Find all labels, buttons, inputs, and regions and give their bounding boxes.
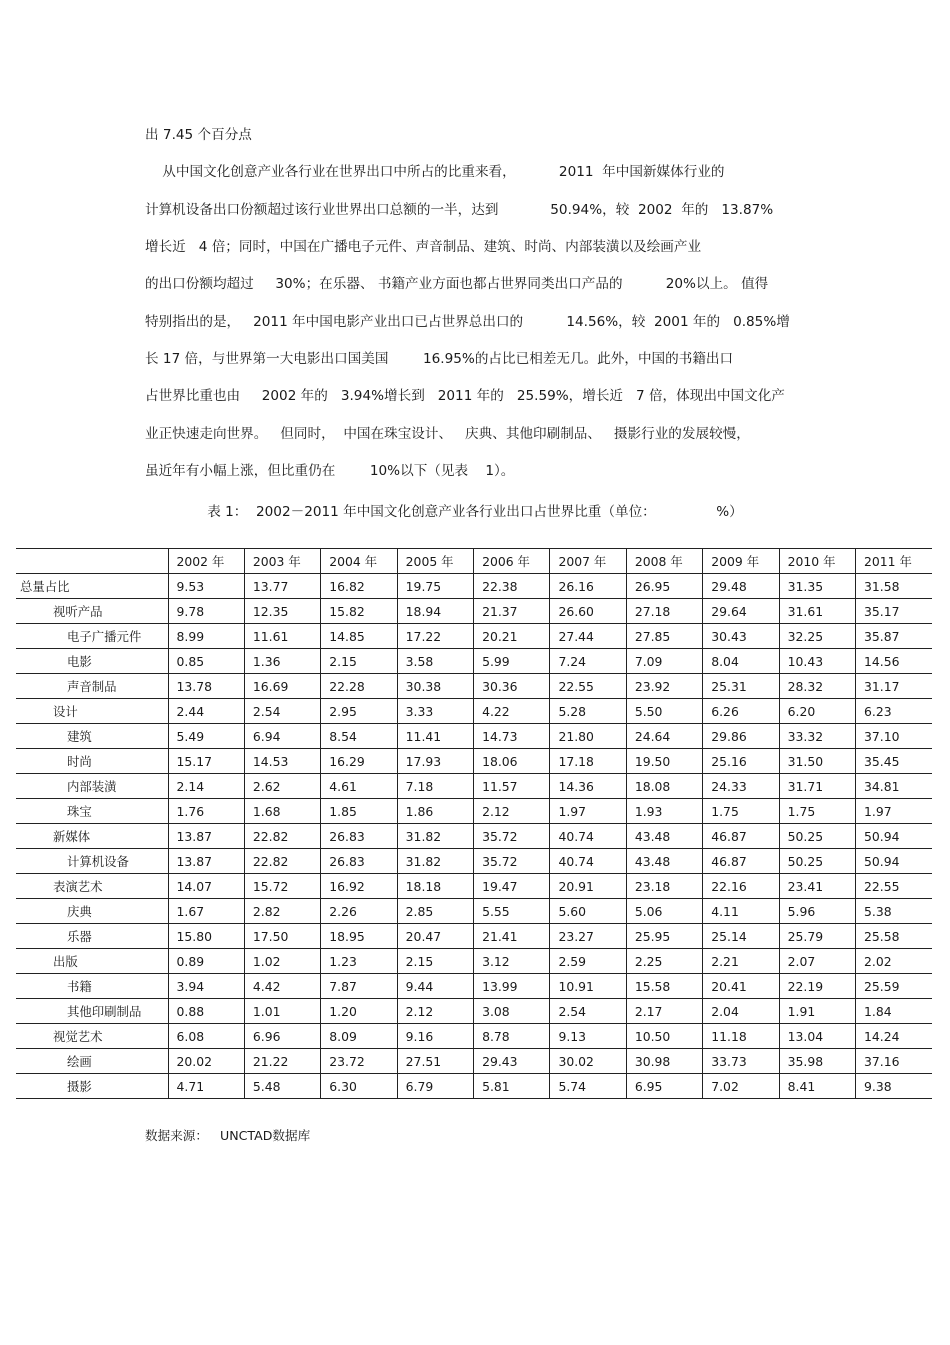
- value-cell: 14.24: [856, 1024, 932, 1049]
- value-cell: 18.06: [474, 749, 550, 774]
- value-cell: 7.87: [321, 974, 397, 999]
- value-cell: 29.86: [703, 724, 779, 749]
- value-cell: 2.12: [474, 799, 550, 824]
- value-cell: 5.81: [474, 1074, 550, 1099]
- value-cell: 21.37: [474, 599, 550, 624]
- value-cell: 19.50: [626, 749, 702, 774]
- table-caption: 表 1： 2002－2011 年中国文化创意产业各行业出口占世界比重（单位： %）: [207, 504, 743, 520]
- value-cell: 31.82: [397, 849, 473, 874]
- value-cell: 6.79: [397, 1074, 473, 1099]
- year-header-cell: 2007 年: [550, 549, 626, 574]
- value-cell: 17.22: [397, 624, 473, 649]
- value-cell: 5.38: [856, 899, 932, 924]
- year-header-cell: 2003 年: [244, 549, 320, 574]
- value-cell: 31.82: [397, 824, 473, 849]
- value-cell: 5.96: [779, 899, 855, 924]
- value-cell: 1.85: [321, 799, 397, 824]
- value-cell: 2.85: [397, 899, 473, 924]
- table-row: [16, 1049, 932, 1074]
- table-row: [16, 949, 932, 974]
- value-cell: 35.87: [856, 624, 932, 649]
- value-cell: 18.08: [626, 774, 702, 799]
- value-cell: 14.07: [168, 874, 244, 899]
- table-row: [16, 599, 932, 624]
- value-cell: 15.72: [244, 874, 320, 899]
- value-cell: 23.41: [779, 874, 855, 899]
- value-cell: 8.09: [321, 1024, 397, 1049]
- row-label-cell: 总量占比: [16, 574, 168, 599]
- table-row: [16, 874, 932, 899]
- value-cell: 18.18: [397, 874, 473, 899]
- value-cell: 3.33: [397, 699, 473, 724]
- header-corner-cell: [16, 549, 168, 574]
- table-row: [16, 699, 932, 724]
- value-cell: 13.77: [244, 574, 320, 599]
- value-cell: 35.98: [779, 1049, 855, 1074]
- table-header-row: [16, 549, 932, 574]
- value-cell: 10.43: [779, 649, 855, 674]
- value-cell: 8.41: [779, 1074, 855, 1099]
- value-cell: 2.12: [397, 999, 473, 1024]
- value-cell: 13.78: [168, 674, 244, 699]
- value-cell: 16.92: [321, 874, 397, 899]
- value-cell: 7.24: [550, 649, 626, 674]
- row-label-cell: 庆典: [16, 899, 168, 924]
- value-cell: 4.42: [244, 974, 320, 999]
- value-cell: 8.04: [703, 649, 779, 674]
- value-cell: 4.61: [321, 774, 397, 799]
- row-label-cell: 建筑: [16, 724, 168, 749]
- value-cell: 30.43: [703, 624, 779, 649]
- value-cell: 6.30: [321, 1074, 397, 1099]
- value-cell: 26.60: [550, 599, 626, 624]
- row-label-cell: 视听产品: [16, 599, 168, 624]
- table-row: [16, 999, 932, 1024]
- row-label-cell: 书籍: [16, 974, 168, 999]
- value-cell: 25.16: [703, 749, 779, 774]
- row-label-cell: 表演艺术: [16, 874, 168, 899]
- value-cell: 17.18: [550, 749, 626, 774]
- value-cell: 27.51: [397, 1049, 473, 1074]
- value-cell: 6.20: [779, 699, 855, 724]
- value-cell: 35.72: [474, 849, 550, 874]
- value-cell: 15.80: [168, 924, 244, 949]
- value-cell: 30.98: [626, 1049, 702, 1074]
- table-row: [16, 574, 932, 599]
- value-cell: 50.25: [779, 824, 855, 849]
- value-cell: 20.41: [703, 974, 779, 999]
- value-cell: 0.88: [168, 999, 244, 1024]
- row-label-cell: 设计: [16, 699, 168, 724]
- value-cell: 18.95: [321, 924, 397, 949]
- paragraph-line: 的出口份额均超过 30%；在乐器、 书籍产业方面也都占世界同类出口产品的 20%以上。 值得: [145, 276, 769, 292]
- value-cell: 16.29: [321, 749, 397, 774]
- value-cell: 8.78: [474, 1024, 550, 1049]
- value-cell: 26.83: [321, 849, 397, 874]
- value-cell: 15.17: [168, 749, 244, 774]
- value-cell: 26.95: [626, 574, 702, 599]
- value-cell: 15.82: [321, 599, 397, 624]
- value-cell: 20.21: [474, 624, 550, 649]
- table-row: [16, 799, 932, 824]
- value-cell: 2.25: [626, 949, 702, 974]
- value-cell: 1.97: [550, 799, 626, 824]
- value-cell: 2.14: [168, 774, 244, 799]
- value-cell: 2.54: [550, 999, 626, 1024]
- value-cell: 43.48: [626, 849, 702, 874]
- value-cell: 1.02: [244, 949, 320, 974]
- value-cell: 1.86: [397, 799, 473, 824]
- value-cell: 35.17: [856, 599, 932, 624]
- value-cell: 31.50: [779, 749, 855, 774]
- value-cell: 15.58: [626, 974, 702, 999]
- value-cell: 2.54: [244, 699, 320, 724]
- table-row: [16, 774, 932, 799]
- value-cell: 31.61: [779, 599, 855, 624]
- value-cell: 6.23: [856, 699, 932, 724]
- value-cell: 1.68: [244, 799, 320, 824]
- value-cell: 25.95: [626, 924, 702, 949]
- value-cell: 19.75: [397, 574, 473, 599]
- year-header-cell: 2005 年: [397, 549, 473, 574]
- value-cell: 11.57: [474, 774, 550, 799]
- value-cell: 12.35: [244, 599, 320, 624]
- year-header-cell: 2011 年: [856, 549, 932, 574]
- value-cell: 1.84: [856, 999, 932, 1024]
- value-cell: 22.82: [244, 849, 320, 874]
- value-cell: 4.71: [168, 1074, 244, 1099]
- value-cell: 20.02: [168, 1049, 244, 1074]
- value-cell: 33.32: [779, 724, 855, 749]
- row-label-cell: 出版: [16, 949, 168, 974]
- year-header-cell: 2004 年: [321, 549, 397, 574]
- value-cell: 2.15: [397, 949, 473, 974]
- table-row: [16, 824, 932, 849]
- year-header-cell: 2009 年: [703, 549, 779, 574]
- value-cell: 10.50: [626, 1024, 702, 1049]
- value-cell: 1.75: [779, 799, 855, 824]
- value-cell: 3.94: [168, 974, 244, 999]
- value-cell: 1.91: [779, 999, 855, 1024]
- value-cell: 13.99: [474, 974, 550, 999]
- value-cell: 21.80: [550, 724, 626, 749]
- value-cell: 17.50: [244, 924, 320, 949]
- value-cell: 29.48: [703, 574, 779, 599]
- value-cell: 18.94: [397, 599, 473, 624]
- table-row: [16, 1074, 932, 1099]
- value-cell: 20.91: [550, 874, 626, 899]
- value-cell: 2.21: [703, 949, 779, 974]
- paragraph-line: 业正快速走向世界。 但同时， 中国在珠宝设计、 庆典、其他印刷制品、 摄影行业的发展较慢，: [145, 426, 750, 442]
- value-cell: 9.38: [856, 1074, 932, 1099]
- value-cell: 9.13: [550, 1024, 626, 1049]
- value-cell: 22.28: [321, 674, 397, 699]
- paragraph-line: 长 17 倍，与世界第一大电影出口国美国 16.95%的占比已相差无几。此外，中国的书籍出口: [145, 351, 734, 367]
- value-cell: 40.74: [550, 824, 626, 849]
- value-cell: 14.36: [550, 774, 626, 799]
- value-cell: 1.76: [168, 799, 244, 824]
- value-cell: 9.53: [168, 574, 244, 599]
- table-row: [16, 1024, 932, 1049]
- value-cell: 5.74: [550, 1074, 626, 1099]
- value-cell: 1.93: [626, 799, 702, 824]
- year-header-cell: 2002 年: [168, 549, 244, 574]
- year-header-cell: 2010 年: [779, 549, 855, 574]
- value-cell: 22.16: [703, 874, 779, 899]
- table-row: [16, 749, 932, 774]
- value-cell: 2.04: [703, 999, 779, 1024]
- value-cell: 2.26: [321, 899, 397, 924]
- value-cell: 24.33: [703, 774, 779, 799]
- row-label-cell: 时尚: [16, 749, 168, 774]
- value-cell: 22.38: [474, 574, 550, 599]
- value-cell: 6.95: [626, 1074, 702, 1099]
- value-cell: 25.79: [779, 924, 855, 949]
- value-cell: 13.04: [779, 1024, 855, 1049]
- value-cell: 7.09: [626, 649, 702, 674]
- value-cell: 22.19: [779, 974, 855, 999]
- value-cell: 28.32: [779, 674, 855, 699]
- table-row: [16, 974, 932, 999]
- value-cell: 50.25: [779, 849, 855, 874]
- value-cell: 11.18: [703, 1024, 779, 1049]
- table-row: [16, 649, 932, 674]
- value-cell: 23.27: [550, 924, 626, 949]
- value-cell: 25.59: [856, 974, 932, 999]
- value-cell: 1.75: [703, 799, 779, 824]
- value-cell: 35.72: [474, 824, 550, 849]
- value-cell: 17.93: [397, 749, 473, 774]
- row-label-cell: 绘画: [16, 1049, 168, 1074]
- row-label-cell: 新媒体: [16, 824, 168, 849]
- value-cell: 2.07: [779, 949, 855, 974]
- value-cell: 31.35: [779, 574, 855, 599]
- value-cell: 14.85: [321, 624, 397, 649]
- row-label-cell: 视觉艺术: [16, 1024, 168, 1049]
- value-cell: 25.31: [703, 674, 779, 699]
- value-cell: 2.02: [856, 949, 932, 974]
- paragraph-line: 增长近 4 倍；同时，中国在广播电子元件、声音制品、建筑、时尚、内部装潢以及绘画产业: [145, 239, 702, 255]
- value-cell: 37.16: [856, 1049, 932, 1074]
- row-label-cell: 摄影: [16, 1074, 168, 1099]
- value-cell: 2.82: [244, 899, 320, 924]
- value-cell: 9.78: [168, 599, 244, 624]
- value-cell: 19.47: [474, 874, 550, 899]
- value-cell: 5.55: [474, 899, 550, 924]
- value-cell: 13.87: [168, 849, 244, 874]
- value-cell: 1.01: [244, 999, 320, 1024]
- row-label-cell: 珠宝: [16, 799, 168, 824]
- value-cell: 2.62: [244, 774, 320, 799]
- value-cell: 23.72: [321, 1049, 397, 1074]
- paragraph-line: 出 7.45 个百分点: [145, 127, 252, 143]
- value-cell: 3.58: [397, 649, 473, 674]
- value-cell: 20.47: [397, 924, 473, 949]
- value-cell: 9.44: [397, 974, 473, 999]
- value-cell: 33.73: [703, 1049, 779, 1074]
- value-cell: 16.69: [244, 674, 320, 699]
- value-cell: 3.12: [474, 949, 550, 974]
- year-header-cell: 2008 年: [626, 549, 702, 574]
- value-cell: 22.82: [244, 824, 320, 849]
- table-row: [16, 674, 932, 699]
- value-cell: 5.49: [168, 724, 244, 749]
- value-cell: 9.16: [397, 1024, 473, 1049]
- value-cell: 29.43: [474, 1049, 550, 1074]
- value-cell: 5.28: [550, 699, 626, 724]
- value-cell: 27.44: [550, 624, 626, 649]
- value-cell: 22.55: [856, 874, 932, 899]
- value-cell: 32.25: [779, 624, 855, 649]
- value-cell: 31.58: [856, 574, 932, 599]
- value-cell: 16.82: [321, 574, 397, 599]
- value-cell: 7.02: [703, 1074, 779, 1099]
- row-label-cell: 电子广播元件: [16, 624, 168, 649]
- value-cell: 46.87: [703, 849, 779, 874]
- value-cell: 5.06: [626, 899, 702, 924]
- value-cell: 35.45: [856, 749, 932, 774]
- value-cell: 46.87: [703, 824, 779, 849]
- value-cell: 22.55: [550, 674, 626, 699]
- paragraph-line: 计算机设备出口份额超过该行业世界出口总额的一半，达到 50.94%，较 2002 年的 13.87%: [145, 202, 774, 218]
- value-cell: 40.74: [550, 849, 626, 874]
- row-label-cell: 声音制品: [16, 674, 168, 699]
- value-cell: 3.08: [474, 999, 550, 1024]
- row-label-cell: 内部装潢: [16, 774, 168, 799]
- value-cell: 6.26: [703, 699, 779, 724]
- table-row: [16, 899, 932, 924]
- value-cell: 34.81: [856, 774, 932, 799]
- value-cell: 0.85: [168, 649, 244, 674]
- paragraph-line: 从中国文化创意产业各行业在世界出口中所占的比重来看， 2011 年中国新媒体行业的: [145, 164, 725, 180]
- paragraph-line: 虽近年有小幅上涨，但比重仍在 10%以下（见表 1）。: [145, 463, 515, 479]
- value-cell: 5.99: [474, 649, 550, 674]
- value-cell: 6.94: [244, 724, 320, 749]
- value-cell: 5.48: [244, 1074, 320, 1099]
- value-cell: 30.38: [397, 674, 473, 699]
- row-label-cell: 计算机设备: [16, 849, 168, 874]
- value-cell: 25.14: [703, 924, 779, 949]
- value-cell: 1.23: [321, 949, 397, 974]
- value-cell: 1.67: [168, 899, 244, 924]
- table-row: [16, 849, 932, 874]
- value-cell: 31.17: [856, 674, 932, 699]
- value-cell: 14.56: [856, 649, 932, 674]
- value-cell: 8.99: [168, 624, 244, 649]
- value-cell: 14.73: [474, 724, 550, 749]
- value-cell: 2.17: [626, 999, 702, 1024]
- value-cell: 31.71: [779, 774, 855, 799]
- value-cell: 5.60: [550, 899, 626, 924]
- value-cell: 4.11: [703, 899, 779, 924]
- value-cell: 4.22: [474, 699, 550, 724]
- value-cell: 24.64: [626, 724, 702, 749]
- source-note: 数据来源： UNCTAD数据库: [145, 1128, 311, 1143]
- value-cell: 6.08: [168, 1024, 244, 1049]
- value-cell: 50.94: [856, 849, 932, 874]
- value-cell: 29.64: [703, 599, 779, 624]
- value-cell: 23.18: [626, 874, 702, 899]
- value-cell: 26.16: [550, 574, 626, 599]
- value-cell: 2.95: [321, 699, 397, 724]
- row-label-cell: 电影: [16, 649, 168, 674]
- value-cell: 25.58: [856, 924, 932, 949]
- value-cell: 6.96: [244, 1024, 320, 1049]
- value-cell: 21.41: [474, 924, 550, 949]
- row-label-cell: 其他印刷制品: [16, 999, 168, 1024]
- value-cell: 1.20: [321, 999, 397, 1024]
- value-cell: 11.41: [397, 724, 473, 749]
- value-cell: 37.10: [856, 724, 932, 749]
- value-cell: 2.59: [550, 949, 626, 974]
- value-cell: 1.36: [244, 649, 320, 674]
- value-cell: 30.36: [474, 674, 550, 699]
- value-cell: 8.54: [321, 724, 397, 749]
- value-cell: 5.50: [626, 699, 702, 724]
- paragraph-line: 占世界比重也由 2002 年的 3.94%增长到 2011 年的 25.59%，增长近 7 倍，体现出中国文化产: [145, 388, 785, 404]
- value-cell: 2.15: [321, 649, 397, 674]
- value-cell: 14.53: [244, 749, 320, 774]
- value-cell: 26.83: [321, 824, 397, 849]
- year-header-cell: 2006 年: [474, 549, 550, 574]
- value-cell: 27.85: [626, 624, 702, 649]
- row-label-cell: 乐器: [16, 924, 168, 949]
- value-cell: 21.22: [244, 1049, 320, 1074]
- value-cell: 23.92: [626, 674, 702, 699]
- table-row: [16, 624, 932, 649]
- value-cell: 2.44: [168, 699, 244, 724]
- value-cell: 10.91: [550, 974, 626, 999]
- value-cell: 50.94: [856, 824, 932, 849]
- value-cell: 7.18: [397, 774, 473, 799]
- value-cell: 13.87: [168, 824, 244, 849]
- export-share-table: [16, 548, 932, 1099]
- value-cell: 30.02: [550, 1049, 626, 1074]
- value-cell: 0.89: [168, 949, 244, 974]
- value-cell: 27.18: [626, 599, 702, 624]
- value-cell: 11.61: [244, 624, 320, 649]
- value-cell: 1.97: [856, 799, 932, 824]
- paragraph-line: 特别指出的是， 2011 年中国电影产业出口已占世界总出口的 14.56%，较 2001 年的 0.85%增: [145, 314, 790, 330]
- table-row: [16, 924, 932, 949]
- table-row: [16, 724, 932, 749]
- value-cell: 43.48: [626, 824, 702, 849]
